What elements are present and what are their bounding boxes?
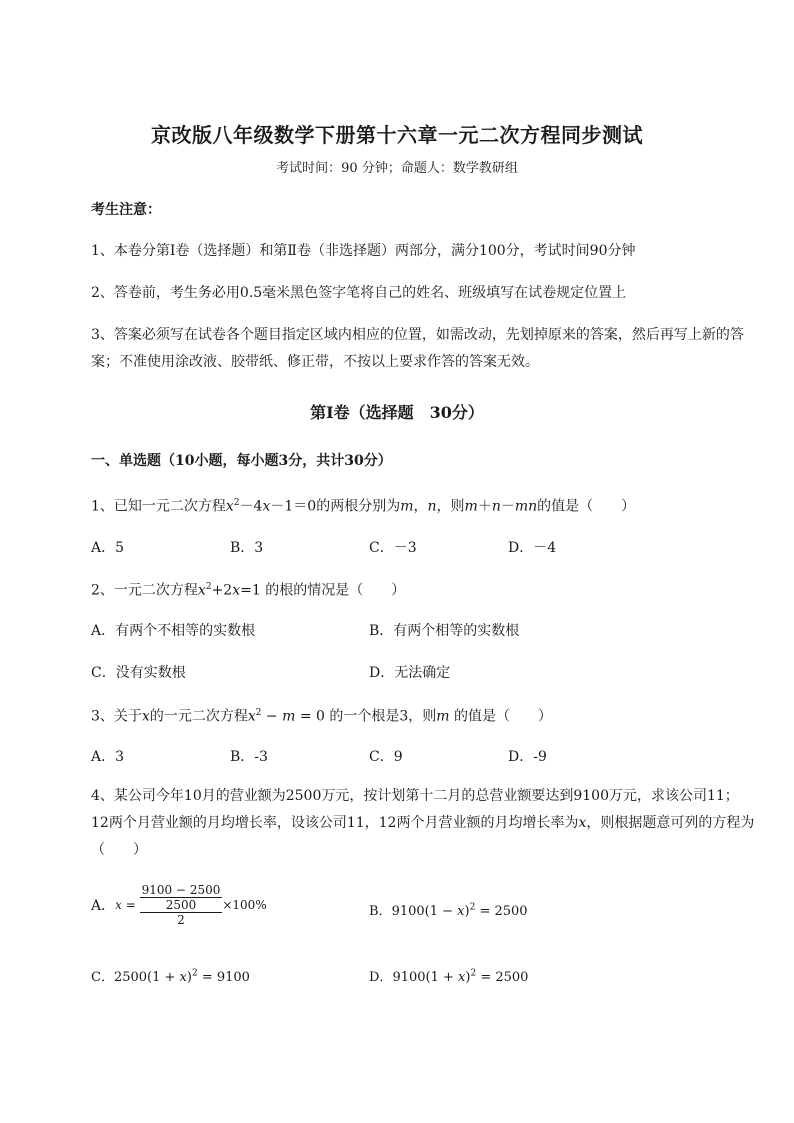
question-4: 4、某公司今年10月的营业额为2500万元，按计划第十二月的总营业额要达到9100万元，求该公司11；12两个月营业额的月均增长率，设该公司11，12两个月营业额的月均增长率为x，则根据题意可列的方程为（ ）: [91, 788, 755, 858]
q2-option-a[interactable]: A．有两个不相等的实数根: [91, 623, 256, 639]
q2-option-b[interactable]: B．有两个相等的实数根: [369, 623, 520, 639]
q3-option-d[interactable]: D．-9: [508, 749, 547, 765]
question-3: 3、关于x的一元二次方程$x^2 - m = 0$ 的一个根是3，则m 的值是（ ）: [91, 708, 553, 725]
q4a-inner-fraction: 9100 − 2500 2500: [141, 883, 221, 912]
q1-option-c[interactable]: C．－3: [369, 540, 417, 556]
q4-option-a[interactable]: A．x = 9100 − 2500 2500 2 ×100%: [91, 883, 267, 927]
q1-option-b[interactable]: B．3: [230, 540, 264, 556]
notice-item-3: 3、答案必须写在试卷各个题目指定区域内相应的位置，如需改动，先划掉原来的答案，然后再写上新的答案；不准使用涂改液、胶带纸、修正带，不按以上要求作答的答案无效。: [91, 327, 744, 370]
q3-option-c[interactable]: C．9: [369, 749, 403, 765]
exam-subtitle: 考试时间：90 分钟；命题人：数学教研组: [276, 161, 518, 176]
q3-option-a[interactable]: A．3: [91, 749, 125, 765]
q4-option-b[interactable]: B．$9100(1 - x)^2 = 2500$: [369, 902, 528, 919]
section-title: 第I卷（选择题 30分）: [310, 403, 484, 422]
question-2: 2、一元二次方程$x^2+2x=1$ 的根的情况是（ ）: [91, 582, 406, 599]
notice-heading: 考生注意：: [91, 202, 161, 218]
q3-option-b[interactable]: B．-3: [230, 749, 268, 765]
q4a-outer-fraction: 9100 − 2500 2500 2: [141, 883, 221, 927]
q1-option-a[interactable]: A．5: [91, 540, 125, 556]
q4-option-d[interactable]: D．$9100(1 + x)^2 = 2500$: [369, 968, 529, 985]
notice-item-2: 2、答卷前，考生务必用0.5毫米黑色签字笔将自己的姓名、班级填写在试卷规定位置上: [91, 285, 627, 301]
q2-option-c[interactable]: C．没有实数根: [91, 665, 186, 681]
q2-option-d[interactable]: D．无法确定: [369, 665, 451, 681]
part-heading: 一、单选题（10小题，每小题3分，共计30分）: [91, 453, 392, 469]
q4-option-c[interactable]: C．$2500(1 + x)^2 = 9100$: [91, 968, 250, 985]
q1-option-d[interactable]: D．－4: [508, 540, 557, 556]
question-1: 1、已知一元二次方程$x^2-4x-1=0$的两根分别为m，n，则m＋n－mn的值是（ ）: [91, 498, 636, 515]
notice-item-1: 1、本卷分第I卷（选择题）和第Ⅱ卷（非选择题）两部分，满分100分，考试时间90分钟: [91, 243, 636, 259]
page-title: 京改版八年级数学下册第十六章一元二次方程同步测试: [151, 123, 643, 147]
